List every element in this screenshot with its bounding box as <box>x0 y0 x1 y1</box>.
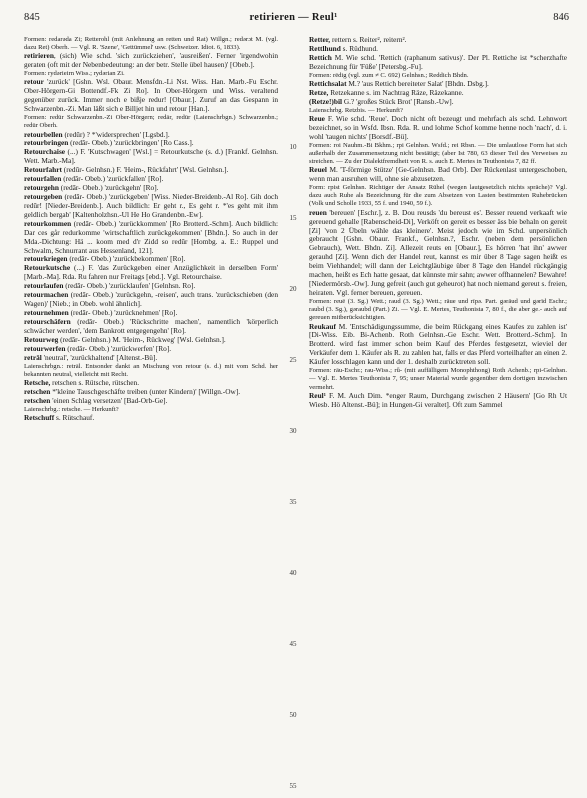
headword: Retschuff <box>24 412 55 422</box>
headword: retourfallen <box>24 174 62 184</box>
entry-note: Laienschrbg.: retsche. — Herkunft? <box>24 405 119 413</box>
page-number-left: 845 <box>24 12 40 23</box>
line-number: 20 <box>289 285 297 293</box>
line-number: 35 <box>289 498 297 506</box>
entry-note: Formen: roi Nauhm.-Bi Bkhm.; rpi Gelnhsn. Wsfd.; rei Rbsn. — Die umlautlose Form hat sich außerhalb der Zusammensetzung nicht bestätigt; (aber Ist 780, 63 dieser Teil des Verweises zu streichen. — Zu der Dialektfremdheit von R. s. auch E. Mertes in Teuthonista 7, 82 ff. <box>309 141 567 166</box>
line-number: 50 <box>289 711 297 719</box>
headword: retschen <box>24 395 51 405</box>
dictionary-entry: Retze, Retzekanne s. im Nachtrag Räze, Räzekanne. <box>309 87 464 97</box>
page-number-right: 846 <box>553 12 569 23</box>
entry-note: Formen: rāu-Eschr.; rau-Wiss.; rǖ- (mit auffälligem Monophthong) Roth Achenb.; rpi-Gelnhsn. — Vgl. E. Mertes Teuthonista 7, 95; unser Material wurde gegenüber dem dortigen inzwischen vermehrt. <box>309 367 567 391</box>
entry-note: Formen: redūr Schwarzenbn.-Zi Ober-Hörgern; redār, redūr (Laienschrbgn.) Schwarzenbn.; redūr Oberh. <box>24 114 278 130</box>
headword: Retourchaise <box>24 147 66 157</box>
headword: retourkommen <box>24 218 72 228</box>
headword: (Retze!)bil <box>309 96 343 106</box>
dictionary-entry: reuen 'bereuen' [Eschr.], z. B. Dou reusds 'du bereust es'. Besser reuend verkaaft wie gereuend gehalle [Rabenscheid-Di], Verköft on gereit es besser äss bie behaln on gereit [Zi] 'von 2 Übeln wähle das kleinere'. Meist jedoch wie im Schd. unpersönlich gebraucht [Gshn. Obaur. Frankf., Gelnhsn.?, Eschr. (neben dem persönlichen Gebrauch), Wett. Bhdn. Zi]. Allezeit reuts en [Obaur.], Es hörren 'hat ihn' awwer gerauhd [Zi]. Wenn dich der Handel reut, kannst es mir über 8 Tage sagen heißt es beim Viehhandel; will dann der Leichtgläubige über 8 Tage den Handel rückgängig machen, heißt es Ech hatte gesaat, dat künnste mir sahn; awwer offhannelen? Bewahre! [Niedermörsb.-Ow]. Jung gefreit (auch gut geheurot) hat noch niemand gereut s. freien, heiraten. Vgl. ferner bereuen, gereuen. <box>309 207 567 297</box>
headword: Reukauf <box>309 321 336 331</box>
dictionary-entry: Reue F. Wie schd. 'Reue'. Doch nicht oft bezeugt und mehrfach als schd. Lehnwort bezeichnet, so in Wsfd. Ibsn. Rda. R. und lohme Schof komme henne noch 'nach', d. i. wohl 'taugen nichts' [Borsdf.-Bü]. <box>309 113 567 141</box>
headword: Retze, <box>309 87 329 97</box>
headword: Reuel <box>309 165 327 175</box>
dictionary-entry: Reukauf M. 'Entschädigungssumme, die beim Rückgang eines Kaufes zu zahlen ist' [Di-Wiss. Eib. Bi-Achenb. Roth Gelnhsn.-Ge Eschr. Wett. Brotterd.-Schm]. In Brotterd. wird fast immer schon beim Kauf des Pferdes festgesetzt, wieviel der Verkäufer dem 1. Käufer als R. zu zahlen hat, falls er das Pferd vorteilhafter an einen 2. Käufer losschlagen kann und der 1. deshalb zurücktreten soll. <box>309 321 567 367</box>
dictionary-entry: retschen 'einen Schlag versetzen' [Bad-Orb-Ge]. <box>24 395 168 405</box>
dictionary-entry: (Retze!)bil G.? 'großes Stück Brot' [Ransb.-Uw]. <box>309 96 454 106</box>
headword: retourschäfern <box>24 316 71 326</box>
dictionary-entry: retirieren, (sich) Wie schd. 'sich zurückziehen', 'ausreißen'. Ferner 'irgendwohin geraten (oft mit der Nebenbedeutung: an der betr. Stelle übel hausen)' [Obeb.]. <box>24 51 278 70</box>
dictionary-entry: Reul¹ F. M. Auch Dim. *enger Raum, Durchgang zwischen 2 Häusern' [Go Rh Ut Wiesb. Hö Altenst.-Bü]; in Hungen-Gi veraltet]. Oft zum Sammel <box>309 390 567 409</box>
dictionary-entry: retrāl 'neutral', 'zurückhaltend' [Altenst.-Bü]. <box>24 352 158 362</box>
entry-note: Formen: redarəda Zi; Retterohl (mit Anlehnung an retten und Rat) Willgn.; redərɔt M. (vgl. dazu Ret) Oberh. — Vgl. R. 'Szene', 'Gettümmel' usw. (Schweizer. Idiot. 6, 1833). <box>24 36 278 52</box>
dictionary-entry: Retourkutsche (...) F. 'das Zurückgeben einer Anzüglichkeit in derselben Form' [Marb.-Ma]. Rda. Ru fahren nur Freitags [ebd.]. Vgl. Retourchaise. <box>24 263 278 282</box>
entry-note: Formen: rēdig (vgl. zum ≠ C. 692) Gelnhsn.; Reddich Bhdn. <box>309 71 469 79</box>
dictionary-entry: retourlaufen (redār- Obeb.) 'zurücklaufen' [Gelnhsn. Ro]. <box>24 281 196 291</box>
headword: retourmachen <box>24 290 69 300</box>
headword: retourbellen <box>24 129 63 139</box>
headword: retrāl <box>24 352 42 362</box>
line-number: 10 <box>289 143 297 151</box>
entry-note: Formen: reuē (3. Sg.) Wett.; raud (3. Sg.) Wett.; räue und rīpə. Part. gəräud und gərīd Eschr.; raubd (3. Sg.), gəraubd (Part.) Zi. — Vgl. E. Mertes, Teuthonista 7, 80 f., die aber ge.- auch auf gereuen mitberücksichtigten. <box>309 297 567 322</box>
dictionary-entry: retour 'zurück' [Gshn. Wsl. Obaur. Mensfdn.-Li Nst. Wiss. Han. Marb.-Fu Eschr. Ober-Hörgern-Gi Bottendf.-Fk Zi Ro]. In Ober-Hörgern und Wiss. veraltend gegenüber zurück. Immer noch e bißje redur! [Obaur.]. Zuruf an das Gespann in Schwarzenbn.-Zi. Man läßt sich e Billjet hin und retour [Han.]. <box>24 77 278 114</box>
headword: retourwerfen <box>24 343 66 353</box>
dictionary-entry: retourschäfern (redār- Obeb.) 'Rückschritte machen', namentlich 'körperlich schwächer werden', 'dem Bankrott entgegengehn' [Ro]. <box>24 316 278 335</box>
headword: retourbringen <box>24 138 69 148</box>
dictionary-entry: Retourweg (redār- Gelnhsn.) M. 'Heim-, Rückweg' [Wsl. Gelnhsn.]. <box>24 334 226 344</box>
left-column <box>24 36 278 788</box>
dictionary-entry: Rettlhund s. Rüdhund. <box>309 43 378 53</box>
page-header <box>0 12 587 26</box>
dictionary-entry: Reuel M. 'T-förmige Stütze' [Ge-Gelnhsn. Bad Orb]. Der Rückenlast untergeschoben, wenn man ausruhen will, ohne sie abzusetzen. <box>309 165 567 184</box>
headword: Retourkutsche <box>24 263 71 273</box>
dictionary-entry: Retourchaise (...) F. 'Kutschwagen' [Wsl.] = Retourkutsche (s. d.) [Frankf. Gelnhsn. Wett. Marb.-Ma]. <box>24 147 278 166</box>
line-number: 40 <box>289 569 297 577</box>
headword: retourkriegen <box>24 254 68 264</box>
headword: Reul¹ <box>309 390 326 400</box>
line-number: 30 <box>289 427 297 435</box>
headword: Rettlhund <box>309 43 341 53</box>
dictionary-entry: retourgeben (redār- Obeb.) 'zurückgeben' [Wiss. Nieder-Breidenb.-Al Ro]. Gih doch redūr! [Nieder-Breidenb.]. Auch bildlich: Er geht r., Es geht r. *'es geht mit ihm geldlich bergab' [Kaltenholzhsn.-Ul He Ho Grandenbn.-Ew]. <box>24 192 278 219</box>
dictionary-entry: retourkommen (redār- Obeb.) 'zurückkommen' [Ro Brotterd.-Schm]. Auch bildlich: Dar ces går redurkomme 'wirtschaftlich zurückgekommen' [Bhdn.]. So auch in der Mda.-Dichtung: Hä ... koom med d'r Zidd so redūr [Hombg. a. E.: Ruppel und Schwalm, Schnurrant aus Hessenland, 121]. <box>24 218 278 255</box>
headword: retourlaufen <box>24 281 64 291</box>
dictionary-entry: Retter, rettern s. Reiter², reitern². <box>309 36 407 44</box>
headword: Retourweg <box>24 334 59 344</box>
dictionary-entry: retournehmen (redār- Obeb.) 'zurücknehmen' [Ro]. <box>24 307 178 317</box>
headword: retour <box>24 77 44 87</box>
dictionary-entry: Rettichsalat M.? 'aus Rettich bereiteter Salat' [Bhdn. Dsbg.]. <box>309 78 489 88</box>
headword: Reue <box>309 113 325 123</box>
dictionary-entry: retourwerfen (redār- Obeb.) 'zurückwerfen' [Ro]. <box>24 343 172 353</box>
dictionary-entry: Retsche, retschen s. Rütsche, rütschen. <box>24 377 140 387</box>
dictionary-entry: retourkriegen (redār- Obeb.) 'zurückbekommen' [Ro]. <box>24 254 186 264</box>
dictionary-entry: retourfallen (redār- Obeb.) 'zurückfallen' [Ro]. <box>24 174 164 184</box>
headword: retournehmen <box>24 307 69 317</box>
running-title: retirieren — Reul¹ <box>249 12 338 23</box>
line-number: 15 <box>289 214 297 222</box>
dictionary-entry: Retschuff s. Rütschauf. <box>24 412 95 422</box>
dictionary-entry: retourbringen (redār- Obeb.) 'zurückbringen' [Ro Cass.]. <box>24 138 194 148</box>
line-number: 25 <box>289 356 297 364</box>
headword: retourgehn <box>24 183 59 193</box>
dictionary-entry: retourbellen (redūr) ? *'widersprechen' [Lgsbd.]. <box>24 129 170 139</box>
entry-note: Laienschrbgn.: retrāl. Entsonder dankt an Mischung von retour (s. d.) mit vom Schd. her bekannten neutral, vielleicht mit Recht. <box>24 362 278 378</box>
headword: reuen <box>309 207 327 217</box>
headword: Retsche, <box>24 377 51 387</box>
dictionary-entry: retourmachen (redār- Obeb.) 'zurückgehn, -reisen', auch trans. 'zurückschieben (den Wagen)' [Nieb.; in Obeb. wohl ähnlich]. <box>24 290 278 309</box>
headword: retirieren <box>24 51 54 61</box>
headword: retourgeben <box>24 192 63 201</box>
entry-note: Form: rpist Gelnhsn. Richtiger der Ansatz Rühel (wegen lautgesetzlich nichts spräche)? Vgl. dazu auch Ruhe als Bezeichnung für die zum Absetzen von Lasten bestimmten Ruhebrücken (Volk und Scholle 1933, 55 f. und 1940, 59 f.). <box>309 184 567 208</box>
dictionary-entry: retourgehn (redār- Obeb.) 'zurückgehn' [Ro]. <box>24 183 159 193</box>
headword: Retter, <box>309 36 331 44</box>
entry-note: Formen: rydərieirn Wiss.; rydərian Zi. <box>24 70 125 78</box>
right-column <box>309 36 567 788</box>
dictionary-entry: Retourfahrt (redūr- Gelnhsn.) F. 'Heim-, Rückfahrt' [Wsl. Gelnhsn.]. <box>24 165 229 175</box>
headword: Rettich <box>309 52 332 62</box>
headword: Rettichsalat <box>309 78 347 88</box>
headword: Retourfahrt <box>24 165 62 175</box>
line-number: 45 <box>289 640 297 648</box>
dictionary-entry: retschen *'kleine Tauschgeschäfte treiben (unter Kindern)' [Willgn.-Ow]. <box>24 386 241 396</box>
dictionary-entry: Rettich M. Wie schd. 'Rettich (raphanum sativus)'. Der Pl. Rettiche ist *scherzhafte Bezeichnung für 'Füße' [Petersbg.-Fu]. <box>309 52 567 71</box>
headword: retschen <box>24 386 51 396</box>
entry-note: Laienschrbg. Retzbis. — Herkunft? <box>309 106 403 114</box>
line-number: 55 <box>289 782 297 790</box>
